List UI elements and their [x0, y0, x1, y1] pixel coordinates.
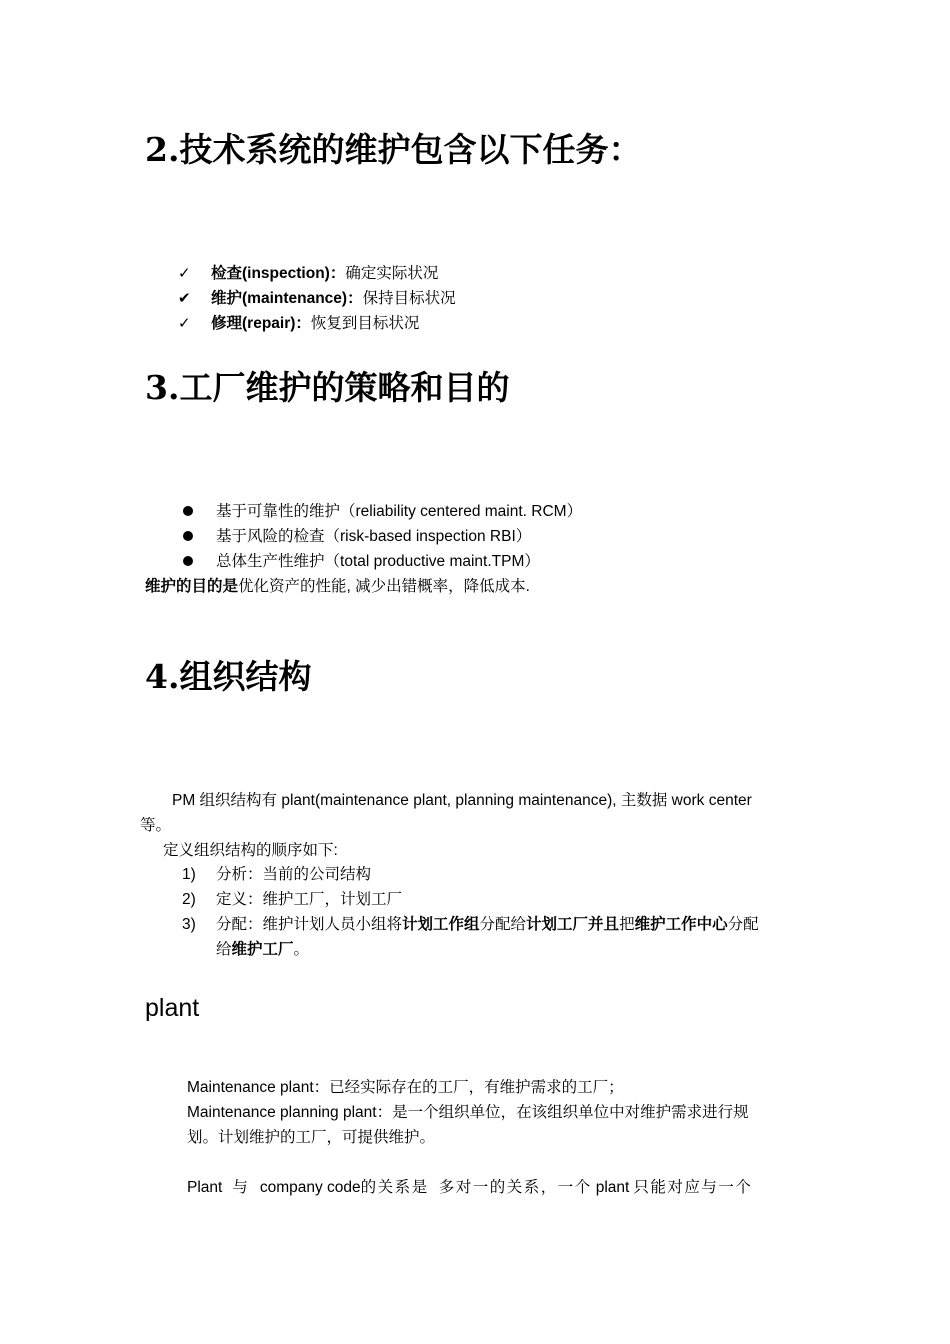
text: 与 [232, 1178, 248, 1196]
section4-heading: 4.组织结构 [145, 657, 312, 696]
item-text: 基于风险的检查（ [216, 527, 341, 545]
step-text: 定义：维护工厂，计划工厂 [216, 890, 403, 908]
item-en: risk-based inspection RBI [340, 528, 516, 545]
order-label: 定义组织结构的顺序如下: [163, 842, 338, 859]
list-item [183, 549, 540, 574]
step-bold: 计划工厂并且 [526, 916, 620, 933]
bullet-icon [183, 506, 193, 516]
step-number: 1) [182, 866, 196, 883]
text: 的关系是 [360, 1178, 429, 1196]
item-text: 恢复到目标状况 [310, 314, 420, 332]
term: Plant [187, 1179, 223, 1196]
item-en: reliability centered maint. RCM [355, 503, 567, 520]
step-item-continuation [216, 937, 309, 962]
step-text: 分析：当前的公司结构 [216, 865, 372, 883]
bullet-icon [183, 531, 193, 541]
item-label: 维护(maintenance)： [211, 290, 363, 307]
step-item [182, 862, 372, 887]
check-icon: ✔ [178, 289, 191, 307]
goal-label: 维护的目的是 [145, 578, 239, 595]
text: 多对一的关系，一个 [438, 1178, 592, 1196]
step-text: 分配 [727, 915, 759, 933]
goal-text: 优化资产的性能 [238, 577, 347, 595]
bullet-icon [183, 556, 193, 566]
step-number: 3) [182, 916, 196, 933]
step-item [182, 887, 403, 912]
list-item [183, 499, 583, 524]
plant-planning-line-2: 划。计划维护的工厂，可提供维护。 [187, 1128, 436, 1146]
goal-paragraph [145, 574, 530, 599]
list-item [178, 261, 439, 286]
term: Maintenance planning plant [187, 1104, 377, 1121]
item-end: ） [515, 527, 532, 545]
section3-heading: 3.工厂维护的策略和目的 [145, 368, 510, 407]
item-label: 检查(inspection)： [211, 265, 346, 282]
step-item [182, 912, 759, 937]
list-item [178, 311, 420, 336]
item-end: ） [566, 502, 583, 520]
step-bold: 计划工作组 [402, 916, 480, 933]
plant-relation-line [187, 1175, 752, 1200]
item-text: 基于可靠性的维护（ [216, 502, 356, 520]
item-label: 修理(repair)： [211, 315, 311, 332]
step-text: 分配：维护计划人员小组将 [216, 915, 403, 933]
check-icon: ✓ [178, 264, 191, 282]
term: plant [595, 1179, 630, 1196]
term: company code [259, 1179, 361, 1196]
text: 只能对应与一个 [633, 1178, 753, 1196]
item-text: 确定实际状况 [345, 264, 439, 282]
term: Maintenance plant [187, 1079, 314, 1096]
item-text: 总体生产性维护（ [216, 552, 341, 570]
plant-maintenance-line [187, 1075, 624, 1100]
step-bold: 维护工厂 [231, 941, 294, 958]
item-text: 保持目标状况 [362, 289, 456, 307]
step-text: 给 [216, 940, 232, 958]
step-text: 分配给 [479, 915, 527, 933]
step-bold: 维护工作中心 [634, 916, 728, 933]
goal-text2: 减少出错概率，降低成本 [355, 577, 526, 595]
intro-line-1: PM 组织结构有 plant(maintenance plant, planning maintenance), 主数据 work center [172, 792, 752, 809]
plant-planning-line [187, 1100, 749, 1125]
plant-heading: plant [145, 994, 200, 1022]
item-end: ） [524, 552, 540, 570]
step-text: 把 [619, 915, 635, 933]
section2-heading: 2.技术系统的维护包含以下任务： [145, 130, 642, 169]
step-number: 2) [182, 891, 196, 908]
definition: ：已经实际存在的工厂，有维护需求的工厂； [313, 1078, 624, 1096]
goal-sep: , [346, 578, 356, 595]
intro-line-2: 等。 [140, 817, 172, 834]
definition: ：是一个组织单位，在该组织单位中对维护需求进行规 [376, 1103, 749, 1121]
goal-end: . [525, 578, 530, 595]
item-en: total productive maint.TPM [340, 553, 525, 570]
list-item [178, 286, 456, 311]
check-icon: ✓ [178, 314, 191, 332]
step-text: 。 [293, 940, 310, 958]
list-item [183, 524, 532, 549]
